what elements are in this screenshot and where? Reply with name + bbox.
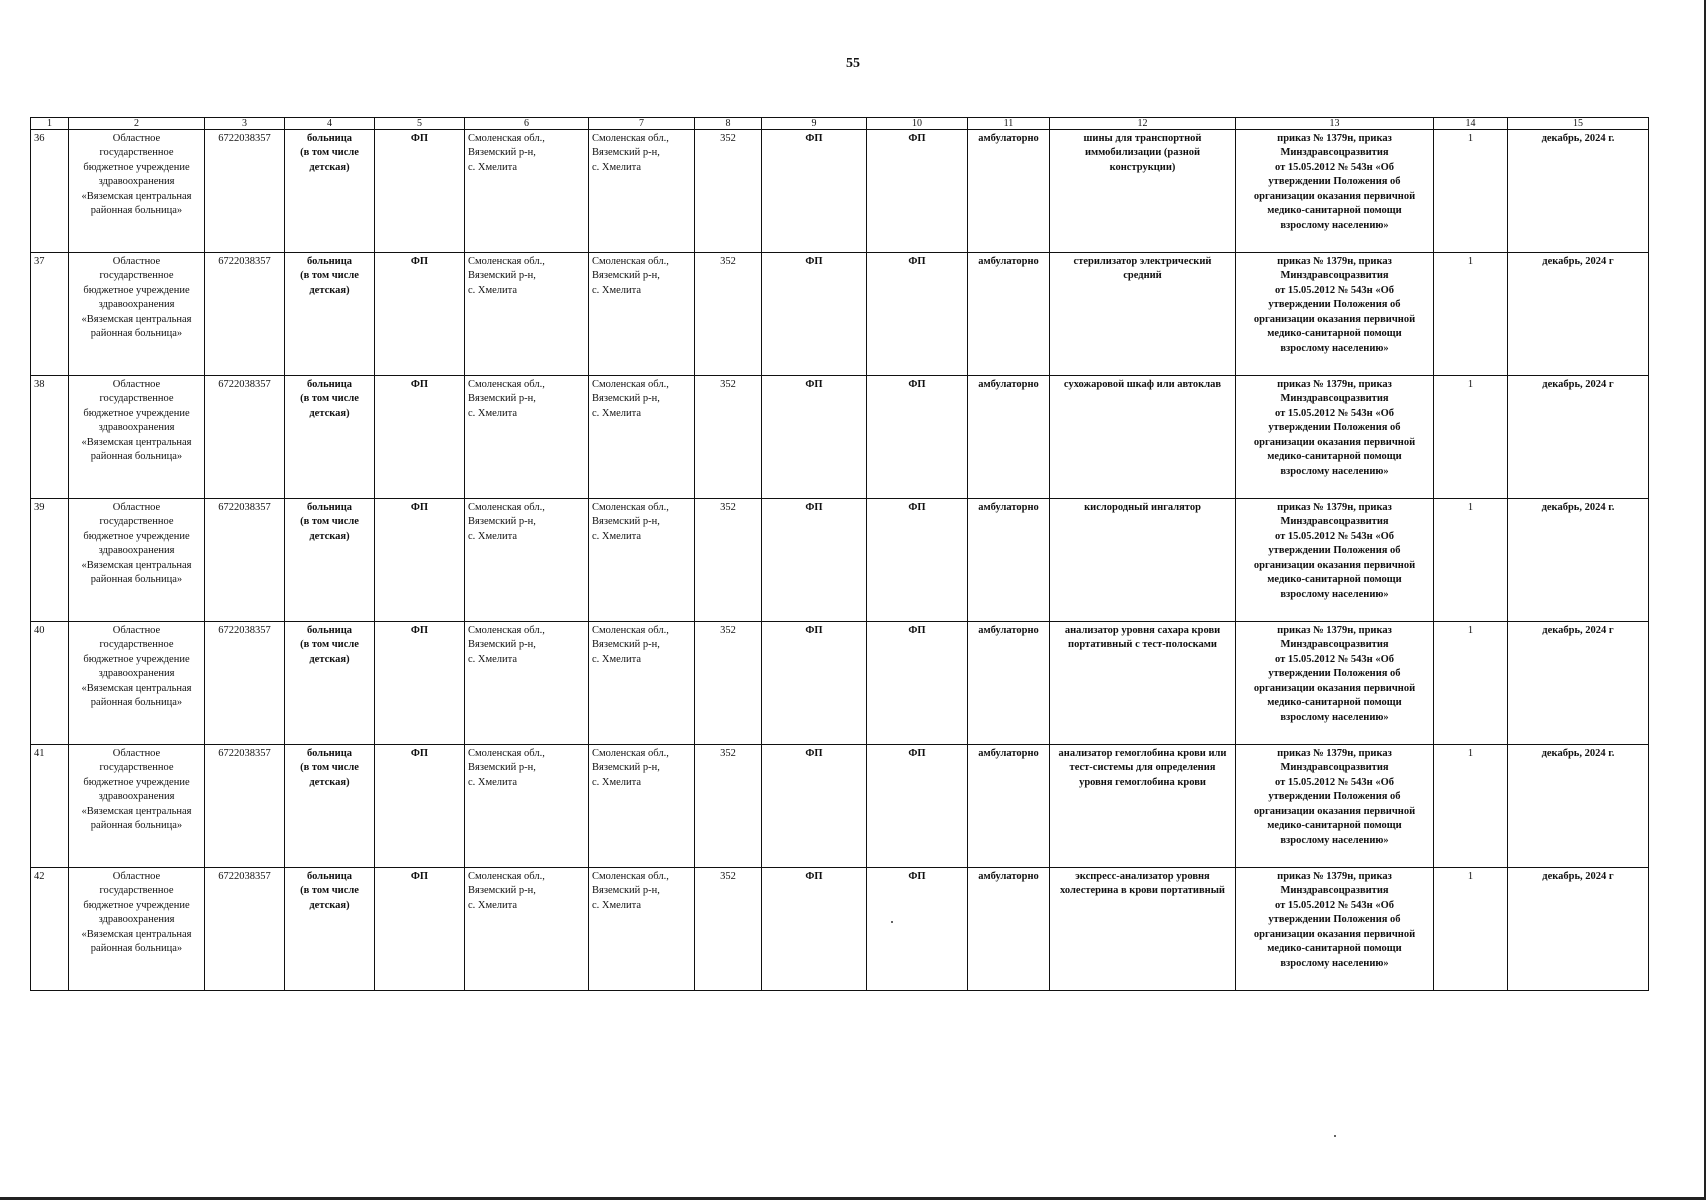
unit-kind: ФП <box>762 376 867 499</box>
organization-name: Областное государственное бюджетное учреждение здравоохранения «Вяземская центральная районная больница» <box>69 499 205 622</box>
column-header: 6 <box>465 118 589 130</box>
address-secondary: Смоленская обл., Вяземский р-н, с. Хмелита <box>589 745 695 868</box>
facility-type: больница (в том числе детская) <box>285 253 375 376</box>
unit-kind: ФП <box>762 745 867 868</box>
inn-code: 6722038357 <box>205 130 285 253</box>
table-row <box>31 622 1649 745</box>
column-header: 1 <box>31 118 69 130</box>
inn-code: 6722038357 <box>205 376 285 499</box>
quantity: 1 <box>1434 253 1508 376</box>
equipment-name: анализатор гемоглобина крови или тест-системы для определения уровня гемоглобина крови <box>1050 745 1236 868</box>
organization-name: Областное государственное бюджетное учреждение здравоохранения «Вяземская центральная районная больница» <box>69 253 205 376</box>
address-secondary: Смоленская обл., Вяземский р-н, с. Хмелита <box>589 376 695 499</box>
unit-type: ФП <box>375 499 465 622</box>
unit-kind-target: ФП <box>867 253 968 376</box>
row-number: 37 <box>31 253 69 376</box>
care-mode: амбулаторно <box>968 376 1050 499</box>
unit-type: ФП <box>375 745 465 868</box>
care-mode: амбулаторно <box>968 130 1050 253</box>
address-primary: Смоленская обл., Вяземский р-н, с. Хмелита <box>465 253 589 376</box>
facility-type: больница (в том числе детская) <box>285 868 375 991</box>
unit-type: ФП <box>375 622 465 745</box>
regulatory-order: приказ № 1379н, приказ Минздравсоцразвития от 15.05.2012 № 543н «Об утверждении Положения об организации оказания первичной медико-санитарной помощи взрослому населению» <box>1236 376 1434 499</box>
address-secondary: Смоленская обл., Вяземский р-н, с. Хмелита <box>589 253 695 376</box>
unit-type: ФП <box>375 130 465 253</box>
column-header: 8 <box>695 118 762 130</box>
column-header: 12 <box>1050 118 1236 130</box>
equipment-name: экспресс-анализатор уровня холестерина в крови портативный <box>1050 868 1236 991</box>
unit-kind: ФП <box>762 622 867 745</box>
organization-name: Областное государственное бюджетное учреждение здравоохранения «Вяземская центральная районная больница» <box>69 130 205 253</box>
delivery-date: декабрь, 2024 г <box>1508 253 1649 376</box>
column-header: 11 <box>968 118 1050 130</box>
table-row <box>31 499 1649 622</box>
address-secondary: Смоленская обл., Вяземский р-н, с. Хмелита <box>589 622 695 745</box>
delivery-date: декабрь, 2024 г <box>1508 868 1649 991</box>
unit-kind: ФП <box>762 499 867 622</box>
population-count: 352 <box>695 253 762 376</box>
equipment-name: кислородный ингалятор <box>1050 499 1236 622</box>
unit-kind-target: ФП <box>867 868 968 991</box>
row-number: 36 <box>31 130 69 253</box>
table-row <box>31 376 1649 499</box>
column-header: 9 <box>762 118 867 130</box>
address-secondary: Смоленская обл., Вяземский р-н, с. Хмелита <box>589 130 695 253</box>
care-mode: амбулаторно <box>968 253 1050 376</box>
table-body <box>31 130 1649 991</box>
row-number: 38 <box>31 376 69 499</box>
address-primary: Смоленская обл., Вяземский р-н, с. Хмелита <box>465 499 589 622</box>
column-header: 4 <box>285 118 375 130</box>
quantity: 1 <box>1434 376 1508 499</box>
organization-name: Областное государственное бюджетное учреждение здравоохранения «Вяземская центральная районная больница» <box>69 868 205 991</box>
regulatory-order: приказ № 1379н, приказ Минздравсоцразвития от 15.05.2012 № 543н «Об утверждении Положения об организации оказания первичной медико-санитарной помощи взрослому населению» <box>1236 499 1434 622</box>
delivery-date: декабрь, 2024 г. <box>1508 130 1649 253</box>
column-header: 13 <box>1236 118 1434 130</box>
unit-kind: ФП <box>762 868 867 991</box>
column-header: 5 <box>375 118 465 130</box>
delivery-date: декабрь, 2024 г. <box>1508 745 1649 868</box>
equipment-table-sheet <box>30 117 1648 991</box>
regulatory-order: приказ № 1379н, приказ Минздравсоцразвития от 15.05.2012 № 543н «Об утверждении Положения об организации оказания первичной медико-санитарной помощи взрослому населению» <box>1236 868 1434 991</box>
care-mode: амбулаторно <box>968 868 1050 991</box>
quantity: 1 <box>1434 868 1508 991</box>
row-number: 40 <box>31 622 69 745</box>
column-header: 14 <box>1434 118 1508 130</box>
inn-code: 6722038357 <box>205 622 285 745</box>
row-number: 39 <box>31 499 69 622</box>
row-number: 41 <box>31 745 69 868</box>
care-mode: амбулаторно <box>968 745 1050 868</box>
care-mode: амбулаторно <box>968 499 1050 622</box>
facility-type: больница (в том числе детская) <box>285 745 375 868</box>
inn-code: 6722038357 <box>205 253 285 376</box>
row-number: 42 <box>31 868 69 991</box>
equipment-table <box>30 117 1649 991</box>
population-count: 352 <box>695 130 762 253</box>
population-count: 352 <box>695 622 762 745</box>
unit-type: ФП <box>375 376 465 499</box>
care-mode: амбулаторно <box>968 622 1050 745</box>
quantity: 1 <box>1434 745 1508 868</box>
population-count: 352 <box>695 868 762 991</box>
table-row <box>31 745 1649 868</box>
unit-kind-target: ФП <box>867 622 968 745</box>
unit-kind-target: ФП <box>867 130 968 253</box>
address-primary: Смоленская обл., Вяземский р-н, с. Хмелита <box>465 622 589 745</box>
organization-name: Областное государственное бюджетное учреждение здравоохранения «Вяземская центральная районная больница» <box>69 622 205 745</box>
column-header: 7 <box>589 118 695 130</box>
address-secondary: Смоленская обл., Вяземский р-н, с. Хмелита <box>589 868 695 991</box>
facility-type: больница (в том числе детская) <box>285 376 375 499</box>
scan-speck <box>1334 1135 1336 1137</box>
address-primary: Смоленская обл., Вяземский р-н, с. Хмелита <box>465 130 589 253</box>
table-row <box>31 253 1649 376</box>
table-row <box>31 130 1649 253</box>
address-secondary: Смоленская обл., Вяземский р-н, с. Хмелита <box>589 499 695 622</box>
unit-kind-target: ФП <box>867 376 968 499</box>
regulatory-order: приказ № 1379н, приказ Минздравсоцразвития от 15.05.2012 № 543н «Об утверждении Положения об организации оказания первичной медико-санитарной помощи взрослому населению» <box>1236 130 1434 253</box>
column-number-row <box>31 118 1649 130</box>
facility-type: больница (в том числе детская) <box>285 130 375 253</box>
column-header: 3 <box>205 118 285 130</box>
unit-type: ФП <box>375 253 465 376</box>
delivery-date: декабрь, 2024 г <box>1508 376 1649 499</box>
address-primary: Смоленская обл., Вяземский р-н, с. Хмелита <box>465 376 589 499</box>
equipment-name: стерилизатор электрический средний <box>1050 253 1236 376</box>
organization-name: Областное государственное бюджетное учреждение здравоохранения «Вяземская центральная районная больница» <box>69 376 205 499</box>
quantity: 1 <box>1434 622 1508 745</box>
regulatory-order: приказ № 1379н, приказ Минздравсоцразвития от 15.05.2012 № 543н «Об утверждении Положения об организации оказания первичной медико-санитарной помощи взрослому населению» <box>1236 622 1434 745</box>
address-primary: Смоленская обл., Вяземский р-н, с. Хмелита <box>465 868 589 991</box>
delivery-date: декабрь, 2024 г. <box>1508 499 1649 622</box>
delivery-date: декабрь, 2024 г <box>1508 622 1649 745</box>
table-row <box>31 868 1649 991</box>
unit-kind-target: ФП <box>867 745 968 868</box>
inn-code: 6722038357 <box>205 745 285 868</box>
unit-type: ФП <box>375 868 465 991</box>
facility-type: больница (в том числе детская) <box>285 499 375 622</box>
population-count: 352 <box>695 745 762 868</box>
page-number: 55 <box>846 56 860 71</box>
address-primary: Смоленская обл., Вяземский р-н, с. Хмелита <box>465 745 589 868</box>
equipment-name: сухожаровой шкаф или автоклав <box>1050 376 1236 499</box>
inn-code: 6722038357 <box>205 499 285 622</box>
quantity: 1 <box>1434 130 1508 253</box>
unit-kind-target: ФП <box>867 499 968 622</box>
regulatory-order: приказ № 1379н, приказ Минздравсоцразвития от 15.05.2012 № 543н «Об утверждении Положения об организации оказания первичной медико-санитарной помощи взрослому населению» <box>1236 253 1434 376</box>
population-count: 352 <box>695 376 762 499</box>
column-header: 2 <box>69 118 205 130</box>
population-count: 352 <box>695 499 762 622</box>
regulatory-order: приказ № 1379н, приказ Минздравсоцразвития от 15.05.2012 № 543н «Об утверждении Положения об организации оказания первичной медико-санитарной помощи взрослому населению» <box>1236 745 1434 868</box>
unit-kind: ФП <box>762 130 867 253</box>
column-header: 15 <box>1508 118 1649 130</box>
quantity: 1 <box>1434 499 1508 622</box>
column-header: 10 <box>867 118 968 130</box>
organization-name: Областное государственное бюджетное учреждение здравоохранения «Вяземская центральная районная больница» <box>69 745 205 868</box>
unit-kind: ФП <box>762 253 867 376</box>
equipment-name: анализатор уровня сахара крови портативный с тест-полосками <box>1050 622 1236 745</box>
inn-code: 6722038357 <box>205 868 285 991</box>
facility-type: больница (в том числе детская) <box>285 622 375 745</box>
equipment-name: шины для транспортной иммобилизации (разной конструкции) <box>1050 130 1236 253</box>
scan-speck <box>891 921 893 923</box>
